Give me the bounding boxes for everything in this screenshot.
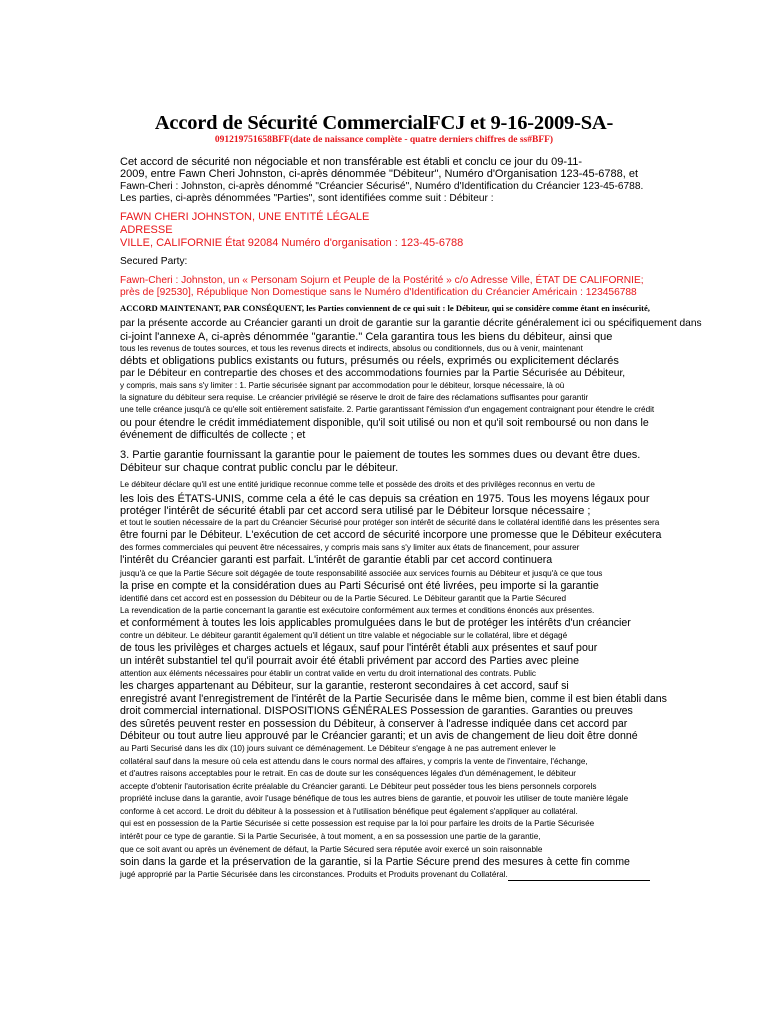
secured-party-line: Fawn-Cheri : Johnston, un « Personam Sojurn et Peuple de la Postérité » c/o Adresse Ville, ÉTAT DE CALIFORNIE; — [120, 275, 644, 286]
body-line: jugé approprié par la Partie Sécurisée dans les circonstances. Produits et Produits provenant du Collatéral. — [120, 870, 508, 879]
body-line: intérêt pour ce type de garantie. Si la Partie Securisée, à tout moment, a en sa possession une partie de la garantie, — [120, 832, 541, 841]
document-subtitle: 091219751658BFF(date de naissance complète - quatre derniers chiffres de ss#BFF) — [214, 135, 554, 145]
body-line: soin dans la garde et la préservation de la garantie, si la Partie Sécure prend des mesures à cette fin comme — [120, 856, 630, 868]
body-line: La revendication de la partie concernant la garantie est exécutoire conformément aux termes et conditions énoncés aux présentes. — [120, 606, 595, 615]
body-line: protéger l'intérêt de sécurité établi par cet accord sera utilisé par le Débiteur lorsque nécessaire ; — [120, 505, 591, 517]
body-line: et conformément à toutes les lois applicables promulguées dans le but de protéger les intérêts d'un créancier — [120, 617, 631, 629]
body-line: qui est en possession de la Partie Sécurisée si cette possession est requise par la loi pour parfaire les droits de la Partie Sécurisée — [120, 819, 595, 828]
body-line: débts et obligations publics existants ou futurs, présumés ou réels, exprimés ou explicitement déclarés — [120, 355, 619, 367]
body-line: les charges appartenant au Débiteur, sur la garantie, resteront secondaires à cet accord, sauf si — [120, 680, 569, 692]
body-line: événement de difficultés de collecte ; et — [120, 429, 306, 441]
body-line: jusqu'à ce que la Partie Sécure soit dégagée de toute responsabilité associée aux services fournis au Débiteur et jusqu'à ce que tous — [120, 569, 603, 578]
debtor-city: VILLE, CALIFORNIE État 92084 Numéro d'organisation : 123-45-6788 — [120, 237, 464, 249]
body-line: Les parties, ci-après dénommées "Parties", sont identifiées comme suit : Débiteur : — [120, 193, 494, 204]
body-line: 2009, entre Fawn Cheri Johnston, ci-après dénommée "Débiteur", Numéro d'Organisation 123-45-6788, et — [120, 168, 639, 180]
body-line: tous les revenus de toutes sources, et tous les revenus directs et indirects, absolus ou conditionnels, dus ou à venir, maintenant — [120, 344, 583, 353]
body-line: la prise en compte et la considération dues au Parti Sécurisé ont été livrées, peu importe si la garantie — [120, 580, 599, 592]
secured-party-line: près de [92530], République Non Domestique sans le Numéro d'Identification du Créancier Américain : 123456788 — [120, 287, 637, 298]
underline-rule — [508, 880, 650, 881]
document-title: Accord de Sécurité CommercialFCJ et 9-16-2009-SA- — [154, 112, 614, 134]
debtor-name: FAWN CHERI JOHNSTON, UNE ENTITÉ LÉGALE — [120, 211, 370, 223]
body-line: un intérêt substantiel tel qu'il pourrait avoir été établi privément par accord des Parties avec pleine — [120, 655, 579, 667]
body-line: Débiteur ou tout autre lieu approuvé par le Créancier garanti; et un avis de changement de lieu doit être donné — [120, 730, 638, 742]
body-line: l'intérêt du Créancier garanti est parfait. L'intérêt de garantie établi par cet accord continuera — [120, 554, 553, 566]
body-line: et d'autres raisons acceptables pour le retrait. En cas de doute sur les conséquences légales d'un déménagement, le débiteur — [120, 769, 576, 778]
body-line: être fourni par le Débiteur. L'exécution de cet accord de sécurité incorpore une promesse que le Débiteur exécutera — [120, 529, 662, 541]
body-line: au Parti Securisé dans les dix (10) jours suivant ce déménagement. Le Débiteur s'engage à ne pas autrement enlever le — [120, 744, 556, 753]
body-line: Le débiteur déclare qu'il est une entité juridique reconnue comme telle et possède des droits et des privilèges reconnus en vertu de — [120, 480, 595, 489]
body-line: Fawn-Cheri : Johnston, ci-après dénommé "Créancier Sécurisé", Numéro d'Identification du Créancier 123-45-6788. — [120, 181, 644, 192]
body-line: contre un débiteur. Le débiteur garantit également qu'il détient un titre valable et négociable sur le collatéral, libre et dégagé — [120, 631, 568, 640]
body-line: y compris, mais sans s'y limiter : 1. Partie sécurisée signant par accommodation pour le débiteur, lorsque nécessaire, là où — [120, 381, 565, 390]
body-line: ci-joint l'annexe A, ci-après dénommée "garantie." Cela garantira tous les biens du débiteur, ainsi que — [120, 331, 613, 343]
body-line: une telle créance jusqu'à ce qu'elle soit entièrement satisfaite. 2. Partie garantissant l'émission d'un engagement contraignant pour étendre le crédit — [120, 405, 655, 414]
body-line: attention aux éléments nécessaires pour établir un contrat valide en vertu du droit international des contrats. Public — [120, 669, 536, 678]
body-line: par le Débiteur en contrepartie des choses et des accommodations fournies par la Partie Sécurisée au Débiteur, — [120, 368, 626, 379]
body-line: conforme à cet accord. Le droit du débiteur à la possession et à l'utilisation bénéfique peut également s'appliquer au collatéral. — [120, 807, 578, 816]
body-line: Débiteur sur chaque contrat public conclu par le débiteur. — [120, 462, 399, 474]
body-line: 3. Partie garantie fournissant la garantie pour le paiement de toutes les sommes dues ou devant être dues. — [120, 449, 641, 461]
body-line: enregistré avant l'enregistrement de l'intérêt de la Partie Securisée dans le même bien, comme il est bien établi dans — [120, 693, 667, 705]
body-line: et tout le soutien nécessaire de la part du Créancier Sécurisé pour protéger son intérêt de sécurité dans le collatéral identifié dans les présentes sera — [120, 518, 660, 527]
body-line: des formes commerciales qui peuvent être nécessaires, y compris mais sans s'y limiter aux états de financement, pour assurer — [120, 543, 580, 552]
body-line: des sûretés peuvent rester en possession du Débiteur, à conserver à l'adresse indiquée dans cet accord par — [120, 718, 628, 730]
body-line: Cet accord de sécurité non négociable et non transférable est établi et conclu ce jour du 09-11- — [120, 156, 583, 168]
body-line: ACCORD MAINTENANT, PAR CONSÉQUENT, les Parties conviennent de ce qui suit : le Débiteur, qui se considère comme étant en insécurité, — [120, 303, 650, 313]
body-line: identifié dans cet accord est en possession du Débiteur ou de la Partie Sécured. Le Débiteur garantit que la Partie Sécured — [120, 594, 567, 603]
body-line: la signature du débiteur sera requise. Le créancier privilégié se réserve le droit de faire des réclamations suffisantes pour garantir — [120, 393, 589, 402]
body-line: que ce soit avant ou après un événement de défaut, la Partie Sécured sera réputée avoir exercé un soin raisonnable — [120, 845, 543, 854]
body-line: droit commercial international. DISPOSITIONS GÉNÉRALES Possession de garanties. Garanties ou preuves — [120, 705, 633, 717]
body-line: accepte d'obtenir l'autorisation écrite préalable du Créancier garanti. Le Débiteur peut posséder tous les biens personnels corporels — [120, 782, 597, 791]
body-line: les lois des ÉTATS-UNIS, comme cela a été le cas depuis sa création en 1975. Tous les moyens légaux pour — [120, 493, 650, 505]
body-line: collatéral sauf dans la mesure où cela est attendu dans le cours normal des affaires, y compris la vente de l'inventaire, l'échange, — [120, 757, 588, 766]
secured-party-heading: Secured Party: — [120, 256, 188, 267]
debtor-address: ADRESSE — [120, 224, 173, 236]
body-line: ou pour étendre le crédit immédiatement disponible, qu'il soit utilisé ou non et qu'il soit remboursé ou non dans le — [120, 417, 649, 429]
body-line: par la présente accorde au Créancier garanti un droit de garantie sur la garantie décrite généralement ici ou spécifiquement dans — [120, 318, 702, 329]
body-line: de tous les privilèges et charges actuels et légaux, sauf pour l'intérêt établi aux présentes et sauf pour — [120, 642, 598, 654]
body-line: propriété incluse dans la garantie, avoir l'usage bénéfique de tous les autres biens de garantie, et pouvoir les utiliser de toute manière légale — [120, 794, 629, 803]
